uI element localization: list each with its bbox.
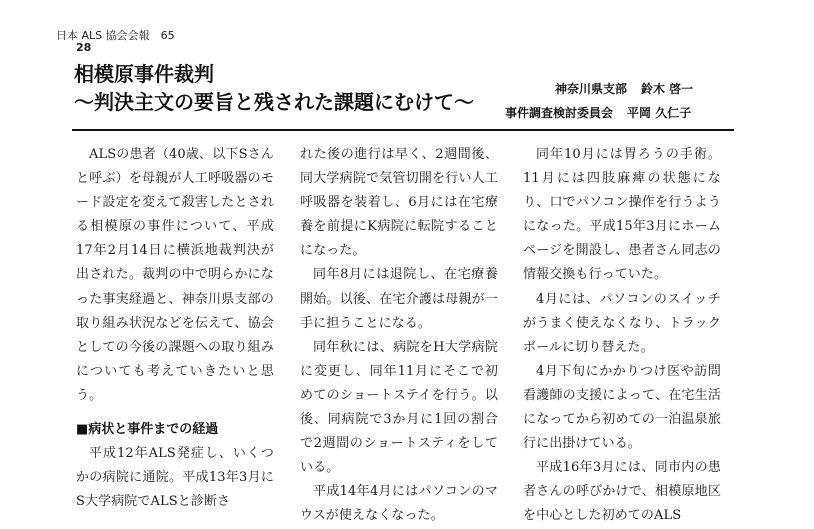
- author-block: [505, 77, 693, 125]
- paragraph: ALSの患者（40歳、以下Sさんと呼ぶ）を母親が人工呼吸器のモード設定を変えて殺害したとされる相模原の事件について、平成17年2月14日に横浜地裁判決が出された。裁判の中で明らかになった事実経過と、神奈川県支部の取り組み状況などを伝えて、協会としての今後の課題への取り組みについても考えていきたいと思う。: [76, 147, 274, 403]
- author-affiliation: 事件調査検討委員会: [505, 106, 614, 120]
- paragraph: 同年10月には胃ろうの手術。11月には四肢麻痺の状態になり、口でパソコン操作を行うようになった。平成15年3月にホームページを開設し、患者さん同志の情報交換も行っていた。: [523, 147, 721, 283]
- text-column-3: [523, 143, 721, 529]
- section-heading: ■病状と事件までの経過: [76, 422, 219, 438]
- author-row: [505, 77, 693, 101]
- author-affiliation: 神奈川県支部: [554, 82, 627, 96]
- article-title: [74, 60, 474, 116]
- paragraph: れた後の進行は早く、2週間後、同大学病院で気管切開を行い人工呼吸器を装着し、6月には在宅療養を前提にK病院に転院することになった。: [300, 147, 498, 259]
- author-name: 平岡 久仁子: [627, 106, 692, 120]
- paragraph: 同年8月には退院し、在宅療養開始。以後、在宅介護は母親が一手に担うことになる。: [300, 267, 498, 331]
- paragraph: 平成12年ALS発症し、いくつかの病院に通院。平成13年3月にS大学病院でALSと診断さ: [76, 446, 274, 510]
- paragraph: 同年秋には、病院をH大学病院に変更し、同年11月にそこで初めてのショートステイを行う。以後、同病院で3か月に1回の割合で2週間のショートスティをしている。: [300, 339, 498, 476]
- title-subtitle: ～判決主文の要旨と残された課題にむけて～: [74, 90, 474, 114]
- paragraph: 平成16年3月には、同市内の患者さんの呼びかけで、相模原地区を中心とした初めてのALS: [523, 460, 721, 524]
- author-row: [505, 101, 693, 125]
- title-divider: [72, 129, 734, 131]
- paragraph: 4月には、パソコンのスイッチがうまく使えなくなり、トラックボールに切り替えた。: [523, 291, 721, 355]
- text-column-1: [76, 143, 274, 514]
- text-column-2: [300, 143, 498, 529]
- journal-header: 日本 ALS 協会会報 65: [56, 29, 175, 42]
- paragraph: 4月下旬にかかりつけ医や訪問看護師の支援によって、在宅生活になってから初めての一泊温泉旅行に出掛けている。: [523, 363, 721, 452]
- author-name: 鈴木 啓一: [641, 82, 694, 96]
- title-main: 相模原事件裁判: [74, 62, 214, 86]
- page-number: 28: [76, 41, 92, 54]
- paragraph: 平成14年4月にはパソコンのマウスが使えなくなった。: [300, 484, 498, 524]
